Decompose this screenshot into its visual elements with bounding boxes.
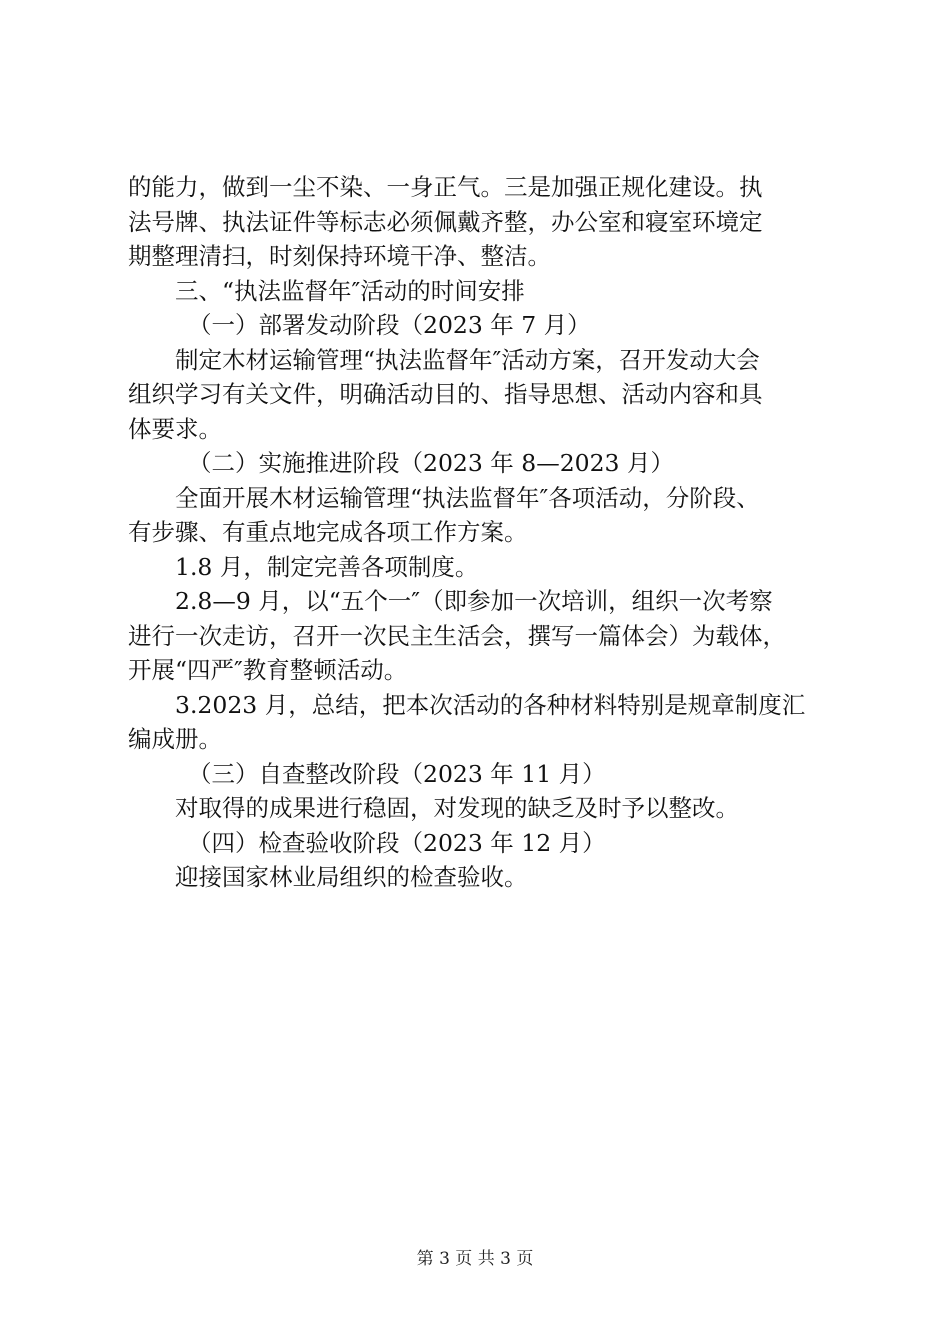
list-item: 1.8 月，制定完善各项制度。: [175, 552, 479, 581]
body-line: 迎接国家林业局组织的检查验收。: [175, 863, 528, 891]
body-line: 组织学习有关文件，明确活动目的、指导思想、活动内容和具: [128, 380, 763, 408]
body-line: 法号牌、执法证件等标志必须佩戴齐整，办公室和寝室环境定: [128, 207, 763, 236]
subsection-heading: （一）部署发动阶段（2023 年 7 月）: [188, 311, 591, 339]
body-line: 开展“四严″教育整顿活动。: [128, 656, 408, 684]
body-line: 进行一次走访，召开一次民主生活会，撰写一篇体会）为载体，: [128, 621, 786, 650]
subsection-heading: （二）实施推进阶段（2023 年 8—2023 月）: [188, 449, 674, 477]
page-footer: 第 3 页 共 3 页: [416, 1249, 534, 1269]
body-line: 制定木材运输管理“执法监督年″活动方案，召开发动大会: [175, 345, 760, 374]
body-line: 全面开展木材运输管理“执法监督年″各项活动，分阶段、: [175, 483, 760, 512]
subsection-heading: （三）自查整改阶段（2023 年 11 月）: [188, 759, 606, 788]
section-heading: 三、“执法监督年″活动的时间安排: [175, 276, 525, 305]
body-line: 期整理清扫，时刻保持环境干净、整洁。: [128, 242, 551, 270]
subsection-heading: （四）检查验收阶段（2023 年 12 月）: [188, 828, 606, 857]
body-line: 编成册。: [128, 725, 222, 753]
body-line: 对取得的成果进行稳固，对发现的缺乏及时予以整改。: [175, 794, 739, 822]
document-body: [128, 170, 828, 895]
body-line: 有步骤、有重点地完成各项工作方案。: [128, 518, 528, 546]
list-item: 3.2023 月，总结，把本次活动的各种材料特别是规章制度汇: [175, 690, 806, 719]
body-line: 的能力，做到一尘不染、一身正气。三是加强正规化建设。执: [128, 173, 763, 201]
list-item: 2.8—9 月，以“五个一″（即参加一次培训，组织一次考察: [175, 587, 773, 615]
body-line: 体要求。: [128, 414, 222, 443]
